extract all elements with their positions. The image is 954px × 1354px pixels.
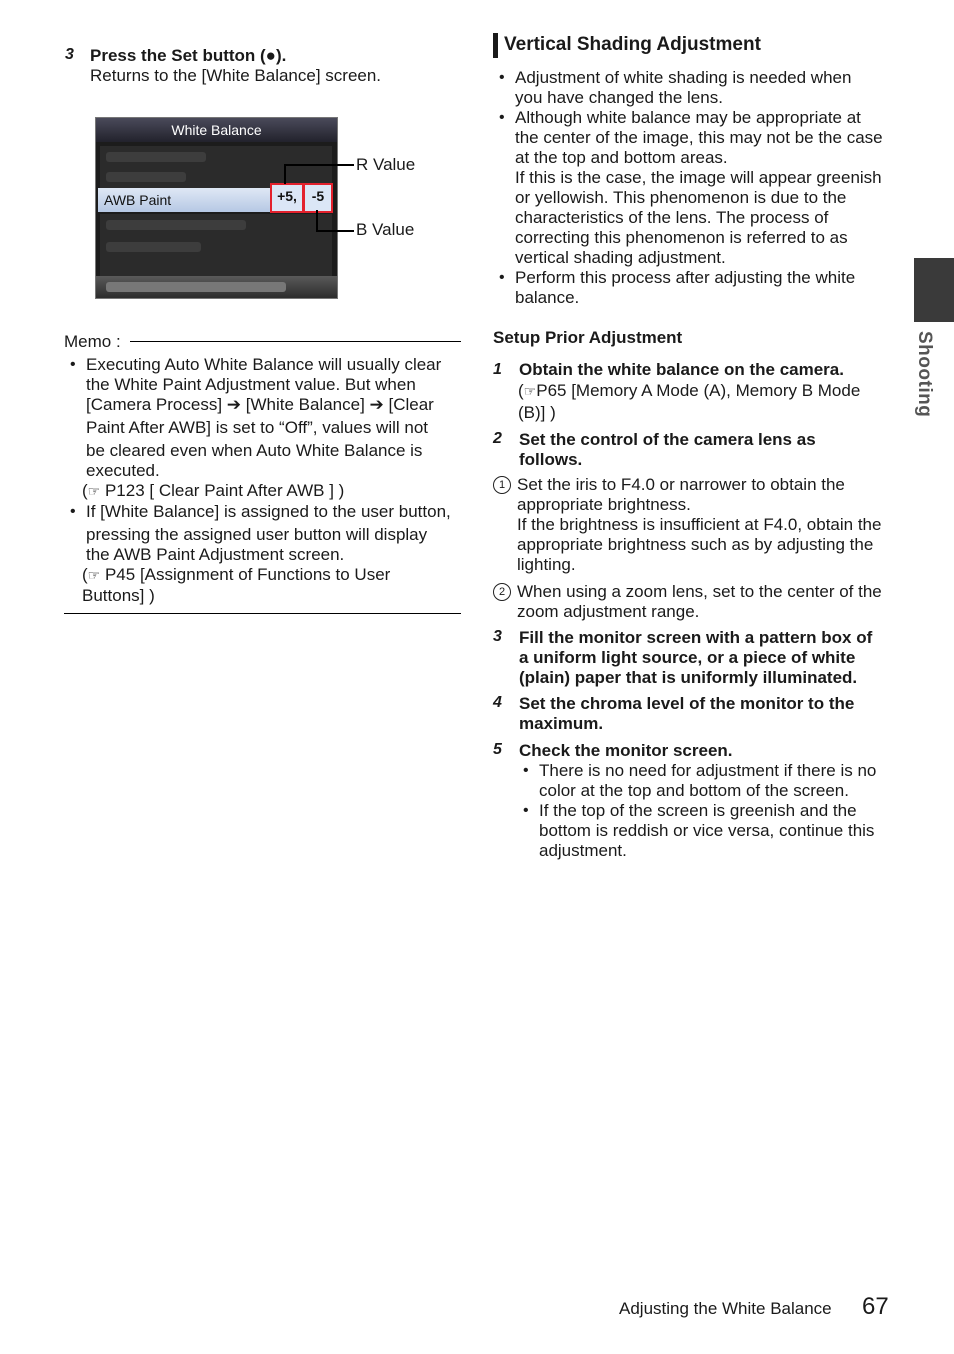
pointing-hand-icon: ☞ [87, 483, 101, 499]
memo-bullet [86, 502, 451, 565]
awb-paint-label: AWB Paint [104, 192, 172, 208]
chapter-label-text: Shooting [914, 331, 935, 418]
text-line: • If the top of the screen is greenish and the [539, 801, 857, 820]
reference-text: (B)] ) [518, 403, 556, 422]
memo-bullet [86, 355, 441, 481]
footer-section-title: Adjusting the White Balance [619, 1299, 832, 1318]
memo-text-line: Paint After AWB] is set to “Off”, values will not [86, 418, 429, 437]
memo-text-line: pressing the assigned user button will display [86, 525, 428, 544]
sub-step [517, 475, 881, 575]
text-line: Set the chroma level of the monitor to the [519, 694, 855, 713]
step-number: 1 [493, 361, 502, 378]
r-callout-line [284, 164, 354, 166]
screen-title: White Balance [96, 118, 337, 142]
text-line: correcting this phenomenon is referred to as [515, 228, 848, 247]
blurred-text [106, 282, 286, 292]
text-line: Set the control of the camera lens as [519, 430, 816, 449]
bullet-item [515, 108, 883, 268]
text-line: color at the top and bottom of the screen. [539, 781, 849, 800]
text-line: a uniform light source, or a piece of white [519, 648, 856, 667]
text-line: or yellowish. This phenomenon is due to the [515, 188, 847, 207]
text-line: appropriate brightness. [517, 495, 691, 514]
page-number: 67 [862, 1293, 889, 1320]
text-line: the center of the image, this may not be the case [515, 128, 883, 147]
text-line: maximum. [519, 714, 604, 733]
text-line: vertical shading adjustment. [515, 248, 726, 267]
memo-reference: (☞ P45 [Assignment of Functions to User [82, 565, 391, 584]
reference-text: Buttons] ) [82, 586, 155, 605]
step-number: 5 [493, 741, 502, 758]
text-line: adjustment. [539, 841, 627, 860]
step-reference: (☞P65 [Memory A Mode (A), Memory B Mode [518, 381, 861, 400]
blurred-text [106, 172, 186, 182]
memo-label: Memo : [64, 332, 121, 351]
text-line: If this is the case, the image will appear greenish [515, 168, 882, 187]
memo-end-rule [64, 613, 461, 614]
step-description: Returns to the [White Balance] screen. [90, 66, 382, 85]
text-line: follows. [519, 450, 583, 469]
memo-rule [130, 341, 461, 342]
sub-step [517, 582, 882, 622]
memo-text-line: • Executing Auto White Balance will usually clear [86, 355, 442, 374]
text-line: you have changed the lens. [515, 88, 723, 107]
b-value-callout: B Value [356, 220, 415, 239]
b-callout-line [316, 210, 318, 232]
blurred-text [106, 220, 246, 230]
step-title [519, 694, 854, 734]
reference-text: P65 [Memory A Mode (A), Memory B Mode [536, 381, 861, 400]
text-line: Set the iris to F4.0 or narrower to obtain the [517, 475, 845, 494]
sub-heading: Setup Prior Adjustment [493, 328, 683, 347]
step-title [519, 628, 872, 688]
text-line: • There is no need for adjustment if there is no [539, 761, 877, 780]
reference-text: P123 [ Clear Paint After AWB ] ) [104, 481, 345, 500]
step-number: 4 [493, 694, 502, 711]
text-line: (plain) paper that is uniformly illuminated. [519, 668, 858, 687]
text-line: balance. [515, 288, 580, 307]
chapter-tab-label [908, 331, 936, 431]
memo-text-line: [Camera Process] ➔ [White Balance] ➔ [Clear [86, 395, 434, 414]
circled-number: 1 [493, 476, 511, 494]
bullet-item [539, 801, 874, 861]
step-number: 3 [493, 628, 502, 645]
memo-text-line: • If [White Balance] is assigned to the user button, [86, 502, 451, 521]
memo-text-line: executed. [86, 461, 160, 480]
memo-reference: (☞ P123 [ Clear Paint After AWB ] ) [82, 481, 345, 500]
text-line: If the brightness is insufficient at F4.0, obtain the [517, 515, 882, 534]
text-line: appropriate brightness such as by adjusting the [517, 535, 874, 554]
step-title: Check the monitor screen. [519, 741, 733, 760]
bullet-item [515, 68, 851, 108]
text-line: bottom is reddish or vice versa, continue this [539, 821, 875, 840]
memo-text-line: be cleared even when Auto White Balance is [86, 441, 423, 460]
step-number: 3 [65, 46, 74, 63]
text-line: zoom adjustment range. [517, 602, 700, 621]
r-value-callout: R Value [356, 155, 416, 174]
circled-number: 2 [493, 583, 511, 601]
step-number: 2 [493, 430, 502, 447]
text-line: characteristics of the lens. The process of [515, 208, 829, 227]
step-title [519, 430, 816, 470]
text-line: at the top and bottom areas. [515, 148, 728, 167]
bullet-item [515, 268, 855, 308]
text-line: • Perform this process after adjusting the white [515, 268, 856, 287]
chapter-tab [914, 258, 954, 322]
b-value-box: -5 [303, 183, 333, 213]
section-heading: Vertical Shading Adjustment [504, 34, 761, 55]
heading-bar [493, 33, 498, 58]
memo-text-line: the AWB Paint Adjustment screen. [86, 545, 345, 564]
blurred-text [106, 152, 206, 162]
pointing-hand-icon: ☞ [87, 567, 101, 583]
b-callout-line [316, 230, 354, 232]
r-callout-line [284, 164, 286, 184]
reference-text: P45 [Assignment of Functions to User [104, 565, 391, 584]
r-value-box: +5, [270, 183, 304, 213]
text-line: When using a zoom lens, set to the center of the [517, 582, 882, 601]
bullet-item [539, 761, 876, 801]
text-line: Fill the monitor screen with a pattern box of [519, 628, 873, 647]
memo-text-line: the White Paint Adjustment value. But when [86, 375, 416, 394]
screen-footer [96, 276, 337, 298]
text-line: • Adjustment of white shading is needed when [515, 68, 852, 87]
step-title: Obtain the white balance on the camera. [519, 360, 844, 379]
step-title: Press the Set button (●). [90, 46, 287, 65]
blurred-text [106, 242, 201, 252]
text-line: lighting. [517, 555, 576, 574]
text-line: • Although white balance may be appropriate at [515, 108, 861, 127]
pointing-hand-icon: ☞ [523, 383, 537, 399]
